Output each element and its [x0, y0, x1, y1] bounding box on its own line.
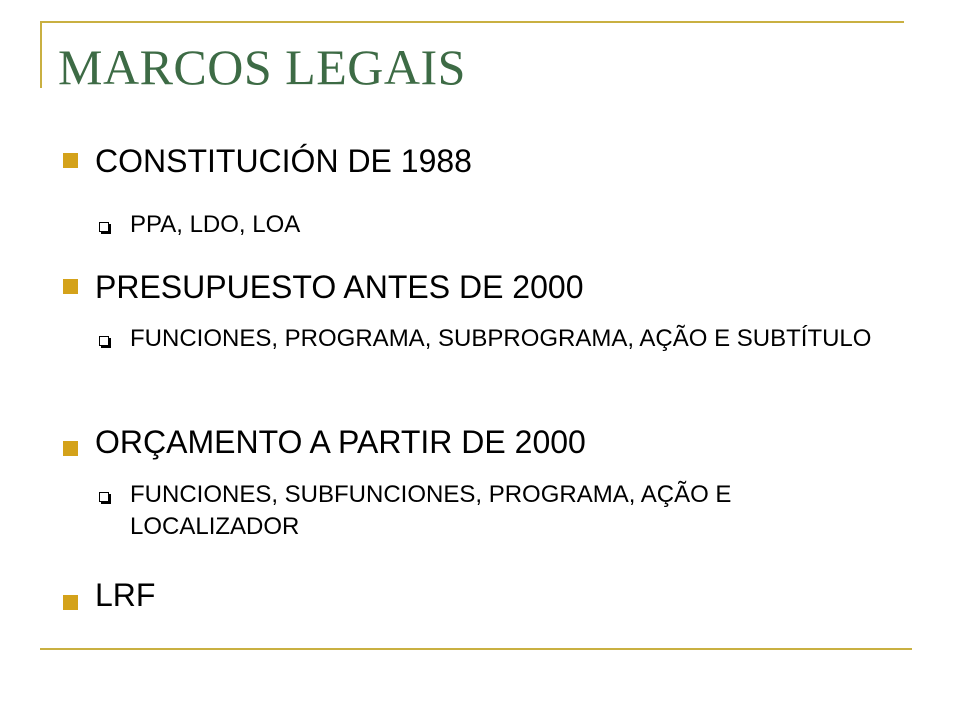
square-bullet-icon [63, 279, 78, 294]
hollow-square-bullet-icon [99, 492, 109, 502]
bullet-text: PRESUPUESTO ANTES DE 2000 [95, 269, 584, 305]
sub-bullet-text: PPA, LDO, LOA [130, 211, 301, 238]
square-bullet-icon [63, 153, 78, 168]
footer-rule [40, 648, 912, 650]
sub-bullet-text: FUNCIONES, SUBFUNCIONES, PROGRAMA, AÇÃO E LOCALIZADOR [130, 481, 732, 540]
bullet-text: ORÇAMENTO A PARTIR DE 2000 [95, 424, 586, 460]
hollow-square-bullet-icon [99, 336, 109, 346]
slide-title: MARCOS LEGAIS [58, 39, 466, 95]
hollow-square-bullet-icon [99, 222, 109, 232]
square-bullet-icon [63, 595, 78, 610]
sub-bullet-text: FUNCIONES, PROGRAMA, SUBPROGRAMA, AÇÃO E SUBTÍTULO [130, 325, 872, 352]
bullet-text: LRF [95, 577, 156, 613]
square-bullet-icon [63, 441, 78, 456]
bullet-text: CONSTITUCIÓN DE 1988 [95, 143, 472, 179]
